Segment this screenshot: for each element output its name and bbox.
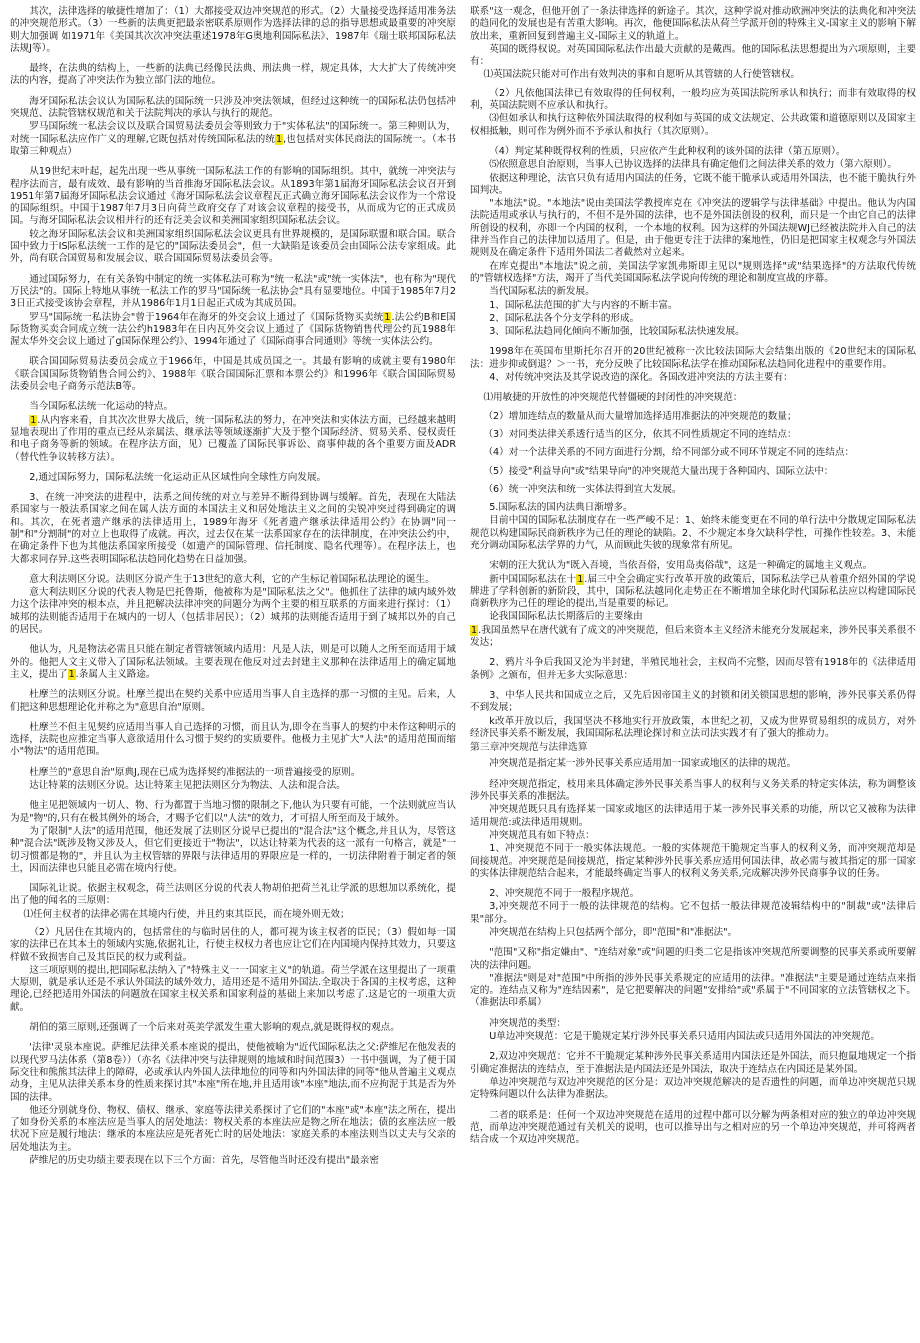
paragraph: 他还分别就身份、物权、债权、继承、家庭等法律关系探讨了它们的"本座"或"本座"法之所在，提出了如身份关系的本座法应是当事人的居处地法：物权关系的本座法应是物之所在地法；债的玄座法应一般状况下应是履行地法：继承的本座法应是死者死亡时的居处地法：家庭关系的本座法则当以丈夫与父亲的居处地法为主。	[10, 1104, 456, 1153]
paragraph-text: 罗马国际统一私法会议以及联合国贸易法委员会等则致力于"实体私法"的国际统一。第三种则认为，对统一国际私法应作广义的理解,它既包括对传统国际私法的统	[10, 121, 456, 145]
paragraph: 冲突规范在结构上只包括两个部分，即"范围"和"准据法"。	[489, 927, 738, 938]
paragraph: 较之海牙国际私法会议和美洲国家组织国际私法会议更具有世界规模的，是国际联盟和联合国。联合国中致力于IS际私法统一工作的是它的"国际法委员会"，但一大缺陷是该委员会由国际公法专家组成。此外，尚有联合国贸易和发展会议、联合国国际贸易法委员会等。	[10, 228, 456, 265]
paragraph: 联系"这一观念，但他开创了一条法律选择的新途子。其次，这种学说对推动欧洲冲突法的法典化和冲突法的趋同化的发展也是有苦重大影响。再次，他便国际私法从荷兰学派开创的特殊主义-国家主义的影响下解放出来，重新回复到普遍主义-国际主义的轨道上。	[470, 6, 916, 42]
paragraph: 论我国国际私法长期落后的主要缘由	[489, 611, 643, 623]
paragraph: 意大利法则区分说的代表人物是巴托鲁斯，他被称为是"国际私法之父"。他抓住了法律的域内域外效力这个法律冲突的根本点，并且把解决法律冲突的问题分为两个主要的相互联系的方面来进行探讨：（1）城邦的法则能否适用于在城内的一切人（包括非居民）；（2）城邦的法则能否适用于到了城邦以外的自己的居民。	[10, 587, 456, 636]
paragraph: 其次，法律选择的敏捷性增加了：（1）大都接受双边冲突规范的形式。（2）大量接受选择适用准务法的冲突规范形式。（3）一些新的法典更把最亲密联系原则作为选择法律的总的指导思想或最重要的冲突原则大加强调 如1971年《美国其次次冲突法重述1978年G奥地利国际私法》、1987年《瑞士联邦国际私法法规J等）。	[10, 6, 456, 54]
paragraph: 杜摩兰不但主见契约应适用当事人自己选择的习惯，而且认为,即令在当事人的契约中未作这种明示的选择，法院也应推定当事人意欲适用什么习惯于契约的实质要件。他极力主见扩大"人法"的适用范围而缩小"物法"的适用范围。	[10, 721, 456, 758]
paragraph: "范围"又称"指定嫌由"、"连结对象"或"问题的归类二它是指该冲突规范所要调整的民事关系或所要解决的法律问题。	[470, 947, 916, 971]
paragraph: 国际礼让说。依据主权观念，荷兰法则区分说的代表人物胡伯把荷兰礼让学派的思想加以系统化，提出了他的闻名的三原则：	[10, 883, 456, 907]
paragraph	[470, 625, 916, 650]
paragraph: ⑴用敏捷的开放性的冲突规范代替僵硬的封闭性的冲突规范：	[483, 392, 743, 404]
highlighted-number: 1	[577, 573, 584, 585]
paragraph: 当今国际私法统一化运动的特点。	[29, 401, 174, 413]
paragraph: （2）增加连结点的数量从而大量增加选择适用准据法的冲突规范的数量；	[483, 410, 797, 422]
paragraph-text: .法公约B和E国际货物买卖合同成立统一法公约h1983年在日内瓦外交会议上通过了《国际货物销售代理公约瓦1988年渥太华外交会议上通过了g国际保理公约》、1994年通过了《国际商事合同通则》等统一实体法公约。	[10, 311, 456, 348]
paragraph	[10, 415, 456, 464]
paragraph: 依据这种理论，法官只负有适用内国法的任务，它既不能干脆承认或适用外国法，也不能干脆执行外国判决。	[470, 172, 916, 196]
paragraph: （4）判定某种既得权利的性质，只应依产生此种权利的该外国的法律（第五原则）。	[489, 145, 846, 157]
paragraph: ⑴英国法院只能对可作出有效判决的事和自愿听从其管辖的人行使管辖权。	[483, 69, 801, 81]
paragraph: 二者的联系是：任何一个双边冲突规范在适用的过程中都可以分解为两条相对应的独立的单边冲突规范，而单边冲突规范通过有关机关的说明，也可以推导出与之相对应的另一个单边冲突规范，并可将两者结合成一个双边冲突规范。	[470, 1109, 916, 1146]
paragraph: （6）统一冲突法和统一实体法得到宣大发展。	[483, 483, 682, 495]
paragraph: 冲突规范具有如下特点：	[489, 829, 595, 841]
paragraph: 3、国际私法趋同化倾向不断加强，比较国际私法快速发展。	[489, 326, 745, 338]
paragraph: 冲突规范是指定某一涉外民事关系应适用加一国家或地区的法律的规范。	[489, 758, 797, 770]
paragraph-text: .届三中全会确定实行改革开放的政策后，国际私法学已从着重介绍外国的学说牌进了学科创新的新阶段，其中，国际私法越同化走势正在不断增加全球化时代国际私法应以构建国际民商新秩序为己任的理论的提出,当是重要的标记。	[470, 573, 916, 610]
paragraph: （4）对一个法律关系的不同方面进行分割，给不同部分或不同环节规定不同的连结点：	[483, 447, 855, 459]
paragraph-text: 罗马"国际统一私法协会"曾于1964年在海牙的外交会议上通过了《国际货物买卖统	[29, 311, 384, 323]
paragraph: 他主见把领域内一切人、物、行为都置于当地习惯的限制之下,他认为只要有可能，一个法则就应当认为是"物"的,只有在极其例外的场合，才赐予它们以"人法"的效力，才可招人所至而及于域外。	[10, 800, 456, 824]
paragraph	[10, 312, 456, 349]
paragraph: 冲突规范既只具有选择某一国家或地区的法律适用于某一涉外民事关系的功能，所以它又被称为法律适用规范:或法律适用规则。	[470, 804, 916, 828]
paragraph	[10, 644, 456, 681]
paragraph: 2、冲突规范不同于一般程序规范。	[489, 888, 640, 900]
paragraph: 海牙国际私法会议认为国际私法的国际统一只涉及冲突法领域，但经过这种统一的国际私法仍包括冲突规范、法院管辖权规范和关于法院判决的承认与执行的规范。	[10, 95, 456, 120]
paragraph: 经冲突规范指定，枝用来具体确定涉外民事关系当事人的权利与义务关系的特定实体法，称为调整该涉外民事关系的准据法。	[470, 778, 916, 803]
paragraph	[10, 121, 456, 158]
paragraph: 1、国际私法范围的扩大与内容的不断丰富。	[489, 299, 678, 311]
paragraph-text: .从内容来看，自其次次世界大战后，统一国际私法的努力，在冲突法和实体法方面，已经越来越明显地表现出了作用的重点已经从亲属法、继承法等领域逐渐扩大及于整个国际经济、贸易关系、侵权责任和电子商务等新的领域。在程序法方面，见）已覆盖了国际民事诉讼、商事仲裁的各个重要方面及ADR（替代性争议转移方法）。	[10, 414, 456, 463]
highlighted-number: 1	[68, 668, 75, 680]
paragraph: 2,通过国际努力，国际私法统一化运动正从区域性向全球性方向发展。	[29, 471, 327, 483]
paragraph: 2、国际私法各个分支学科的形成。	[489, 312, 640, 324]
paragraph: （5）接受"利益导向"或"结果导向"的冲突规范大量出现于各种国内、国际立法中：	[483, 465, 834, 477]
paragraph: 4、对传统冲突法及其学说改造的深化。各国改进冲突法的方法主要有：	[489, 372, 793, 384]
paragraph: （2）凡居住在其境内的，包括常住的与临时居住的人，都可视为该主权者的臣民；（3）假如每一国家的法律已在其本土的领域内实施,依据礼让，行使主权权力者也应让它们在内国境内保持其效力，只要这样做不致损害自己及其臣民的权力或利益。	[10, 927, 456, 963]
paragraph: 目前中国的国际私法制度存在一些严峻不足：1、始终未能变更在不同的单行法中分散规定国际私法规范以构建国际民商新秩序为己任的理论的缺陷。2、不少规定本身欠缺科学性，可操作性较差。3、未能充分调动国际私法学界的力气，从而顾此失彼的现象常有所见。	[470, 515, 916, 551]
paragraph-text: .条属人主义路途。	[75, 668, 156, 680]
highlighted-number: 1	[276, 133, 283, 145]
paragraph: 在库克提出"本地法"说之前，美国法学家凯弗斯即主见以"规则选择"或"结果选择"的方法取代传统的"管辖权选择"方法，竭开了当代美国国际私法学说向传统的理论和制度宣战的序幕。	[470, 260, 916, 284]
paragraph: 萨维尼的历史功绩主要表现在以下三个方面：首先，尽管他当时还没有提出"最亲密	[29, 1155, 379, 1167]
paragraph: 最终，在法典的结构上，一些新的法典已经像民法典、刑法典一样，规定具体，大大扩大了传统冲突法的内容，提高了冲突法作为独立部门法的地位。	[10, 63, 456, 87]
paragraph: k改革开放以后，我国坚决不移地实行开放政策，本世纪之初，又成为世界贸易组织的成员方，对外经济民事关系不断发展，我国国际私法理论探讨和立法司法实践才有了强大的推动力。	[470, 715, 916, 739]
right-text-column	[470, 6, 916, 1147]
paragraph: 3,冲突规范不同于一般的法律规范的结构。它不包括一般法律规范凌辑结构中的"制裁"或"法律后果"部分。	[470, 901, 916, 925]
paragraph-text: 新中国国际私法在十	[489, 573, 577, 585]
paragraph: 冲突规范的类型：	[489, 1017, 566, 1029]
paragraph: 杜摩兰的"意思自治"原典J,现在已成为选择契约准据法的一项普遍接受的原则。	[29, 766, 361, 778]
paragraph: 2,双边冲突规范：它并不干脆规定某种涉外民事关系适用内国法还是外国法，而只抱鼠地规定一个指引确定准据法的连结点，至于准据法是内国法还是外国法，取决于连结点在内国还是某外国。	[470, 1051, 916, 1075]
highlighted-number: 1	[471, 624, 478, 636]
paragraph: 这三项原则的提出,把国际私法纳入了"特殊主义一一国家主义"的轨道。荷兰学派在这里提出了一项重大原则，就是承认还是不承认外国法的域外效力，适用还是不适用外国法.全取决于各国的主权考虑，这种理论,已经把适用外国法的问题放在国家主权关系和国家利益的基础上来加以考虑了.这是它的一项重大贡献。	[10, 964, 456, 1013]
paragraph: 意大利法则区分说。法则区分说产生于13世纪的意大利，它的产生标记着国际私法理论的诞生。	[29, 573, 435, 585]
paragraph: ⑶但如承认和执行这种依外国法取得的权利如与英国的成文法规定、公共政策和道德原则以及国家主权相抵触，则可作为例外而不予承认和执行（其次原则）。	[470, 113, 916, 137]
paragraph: 单边冲突规范与双边冲突规范的区分是：双边冲突规范解决的是否遗性的问题，而单边冲突规范只规定特殊问题以什么法律为准据法。	[470, 1076, 916, 1101]
paragraph: "准据法"则是对"范围"中所指的涉外民事关系规定的应适用的法律。"准据法"主要是通过连结点来指定的。连结点又称为"连结因素"，是它把要解决的问题"安排给"或"系属于"不同国家的立法管辖权之下。（准据法印系属）	[470, 972, 916, 1009]
highlighted-number: 1	[30, 414, 37, 426]
paragraph: 英国的既得权说。对英国国际私法作出最大贡献的是戴西。他的国际私法思想提出为六项原则，主要有：	[470, 43, 916, 68]
paragraph: 胡伯的第三原则,还强调了一个后来对英美学派发生重大影响的观点,就是既得权的观点。	[29, 1022, 400, 1034]
paragraph: 从19世纪末叶起，起先出现一些从事统一国际私法工作的有影响的国际组织。其中，就统一冲突法与程序法而言，最有成效、最有影响的当首推海牙国际私法会议。从1893年第1届海牙国际私法会议召开到1951年第7届海牙国际私法会议通过《海牙国际私法会议章程瓦正式确立海牙国际私法会议作为一个常设的国际组织。中国于1987年7月3日向荷兰政府交存了对该会议章程的接受书，从而成为它的正式成员国。与海牙国际私法会议相并行的还有泛美会议和美洲国家组织国际私法会议。	[10, 166, 456, 227]
paragraph: 1998年在英国布里斯托尔召开的20世纪被称一次比较法国际大会结集出版的《20世纪末的国际私法：进步抑或倒退？＞一书，充分反映了比较国际私法学在推动国际私法趋同化进程中的重要作用。	[470, 346, 916, 370]
paragraph: ⑴任何主权者的法律必需在其境内行使，并且约束其臣民，而在境外则无效；	[23, 908, 350, 920]
paragraph: ⑸依照意思自治原则，当事人已协议选择的法律具有确定他们之间法律关系的效力（第六原则）。	[489, 159, 897, 171]
paragraph	[470, 574, 916, 611]
paragraph: U单边冲突规范：它是干脆规定某疔涉外民事关系只适用内国法或只适用外国法的冲突规范。	[489, 1031, 880, 1043]
paragraph-text: 他认为，凡是物法必需且只能在制定者管辖领域内适用：凡是人法，则是可以随人之所至而适用于域外的。他把人文主义带入了国际私法领域。主要表现在他反对过去封建主义那种在法律适用上的确定属地主义，提出了	[10, 644, 456, 680]
left-text-column	[10, 6, 456, 1168]
paragraph: 2、鸦片斗争后我国又沦为半封建，半殖民地社会，主权尚不完整，因而尽管有1918年的《法律适用条例》之颁布，但并无多大实际意思：	[470, 657, 916, 681]
paragraph: （3）对同类法律关系透行适当的区分，依其不同性质规定不同的连结点：	[483, 428, 797, 440]
paragraph: "本地法"说。"本地法"说由美国法学教授库克在《冲突法的逻辑学与法律基础》中提出。他认为内国法院适用或承认与执行的，不但不是外国的法律，也不是外国法创设的权利，而只是一个由它自己的法律所创设的权利，亦即一个内国的权利，一个本地的权利。因为这样的外国法规WJ已经被法院并入自己的法律并当作自己的法律加以适用了。但是，由于他更专注于法律的案地性，仍旧是把国家主权观念与外国法规则及在确定条件下适用外国法二者截然对立起来。	[470, 198, 916, 259]
paragraph: 通过国际努力，在有关条钩中制定的统一实体私法可称为"统一私法"或"统一实体法"，也有称为"现代万民法"的。国际上特地从事统一私法工作的罗马"国际统一私法协会"具有显要地位。中国于1985年7月23日正式接受该协会章程，并从1986年1月1日起正式成为其成员国。	[10, 273, 456, 310]
paragraph: 达让特莱的法则区分说。达让特莱主见把法则区分为物法、人法和混合法。	[29, 780, 346, 792]
paragraph: （2）凡依他国法律已有效取得的任何权利，一般均应为英国法院所承认和执行；而非有效取得的权利，英国法院则不应承认和执行。	[470, 87, 916, 112]
chapter-heading: 第三章冲突规范与法律选算	[470, 742, 588, 754]
paragraph: 3、中华人民共和国成立之后，又先后因帝国主义的封锁和闭关锁国思想的影响，涉外民事关系仍得不到发展；	[470, 689, 916, 714]
paragraph: 3、在统一冲突法的进程中，法系之间传统的对立与差异不断得到协调与缓解。首先，表现在大陆法系国家与一般法系国家之间在属人法方面的本国法主义和居处地法主义之间的尖锐冲突过得到确定的调和。其次，在死者遗产继承的法律适用上，1989年海牙《死者遗产继承法律适用公约》在协调"同一制"和"分割制"的对立上也取得了成就。再次，过去仅在某一法系国家存在的法律制度，在冲突法公约中，在确定条件下也为其他法系国家所接受（如遗产的国际管理、信托制度、隐名代理等）。在程序法上，也大都求同存异.这些表明国际私法趋同化趋势在日益加强。	[10, 492, 456, 565]
paragraph: 宋朝的汪大犹认为"既入吾境，当依吾俗，安用岛夷俗哉"，这是一种确定的属地主义观点。	[489, 560, 873, 572]
highlighted-number: 1	[384, 311, 391, 323]
paragraph: 联合国国际贸易法委员会成立于1966年，中国是其成员国之一。其最有影响的成就主要有1980年《联合国国际货物销售合同公约》、1988年《联合国国际汇票和本票公约》和1996年《联合国国际贸易法委员会电子商务示范法B等。	[10, 356, 456, 393]
paragraph: 当代国际私法的新发展。	[489, 286, 595, 298]
paragraph: 杜摩兰的法则区分说。杜摩兰提出在契约关系中应适用当事人自主选择的那一习惯的主见。后来，人们把这种思想理论化并称之为"意思自治"原则。	[10, 689, 456, 713]
paragraph-text: ,也包括对实体民商法的国际统一。（本书取第三种观点）	[10, 133, 456, 157]
paragraph: 为了限制"人法"的适用范围，他还发展了法则区分说早已提出的"混合法"这个概念,并且认为，尽管这种"混合法"既涉及物又涉及人，但它们更接近于"物法"，以达让特莱为代表的这一派有一句格言，就是"一切习惯都是物的"，并且认为主权管辖的界限与法律适用的界限应是一样的，一切法律附着于制定者的领土，因而法律也只能且必需在境内行使。	[10, 825, 456, 874]
paragraph: '法律'灵泉本座说。萨维尼法律关系本座说的提出，使他被喻为"近代国际私法之父:萨维尼在他发表的以现代罗马法体系（第8卷））（亦名《法律冲突与法律规则的地域和时间范围3）一书中强调，为了便于国际交往和熊熊其法律上的障碍，必或承认内外国人法律地位的同等和内外国法律的同等"他从普遍主义观点动身，主见从法律关系本身的性质来探讨其"本座"所在地,并且适用该"本座"地法,而不应拘泥于其是否为外国的法律。	[10, 1042, 456, 1103]
paragraph: 1、冲突规范不同于一般实体法规范。一般的实体规范干脆规定当事人的权利义务，而冲突规范却是间接规范。冲突规范是间接规范，指定某种涉外民事关系应适用何国法律，故必需与被其指定的那一国家的实体法律规范结合起来，才能最终确定当事人的权利义务关系,完成解决涉外民商事争议的任务。	[470, 843, 916, 879]
paragraph-text: .我国虽然早在唐代就有了成文的冲突规范，但后来资本主义经济未能充分发展起来，涉外民事关系很不发达；	[470, 624, 916, 649]
paragraph: 5.国际私法的国内法典日渐增多。	[489, 502, 633, 514]
